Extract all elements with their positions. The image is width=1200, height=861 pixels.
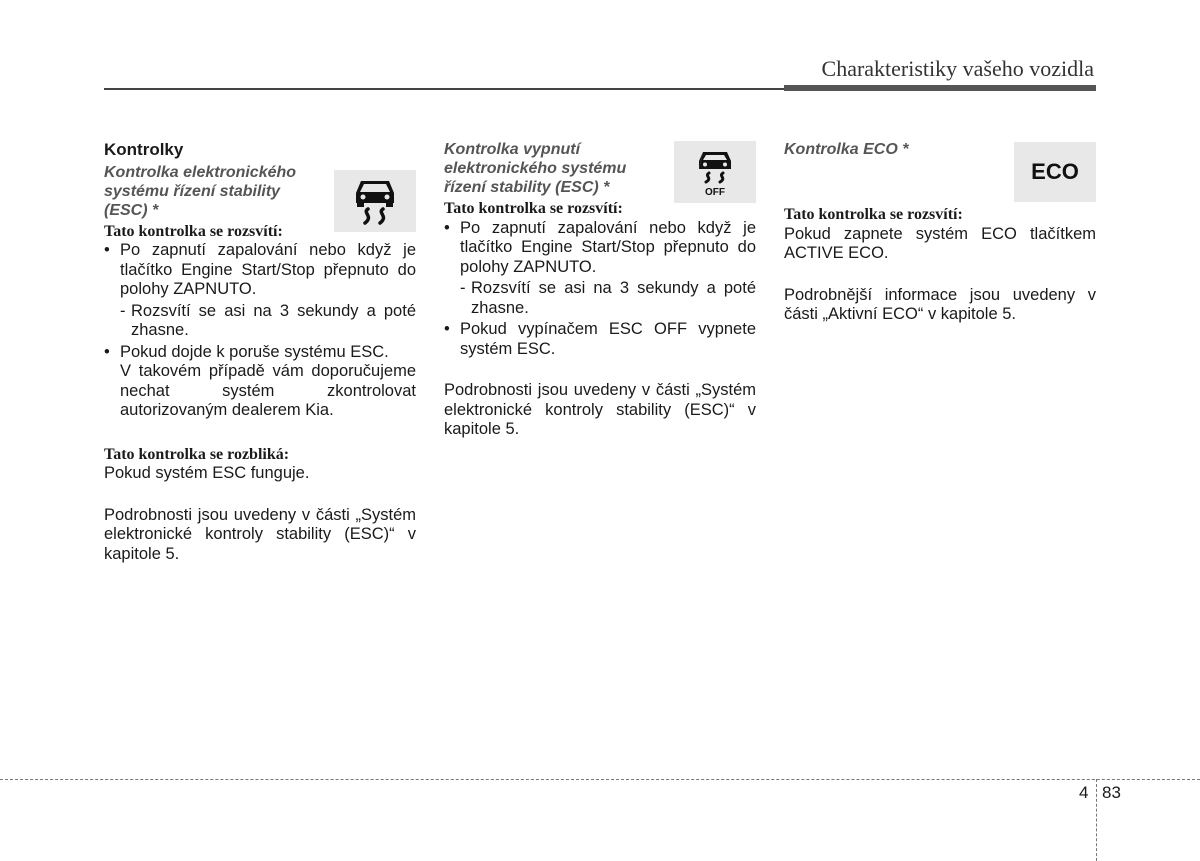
reference-text: Podrobnosti jsou uvedeny v části „Systém elektronické kontroly stability (ESC)“ v kapitole 5. <box>444 381 756 438</box>
page-header-title: Charakteristiky vašeho vozidla <box>821 56 1094 81</box>
eco-on-text: Pokud zapnete systém ECO tlačítkem ACTIVE ECO. <box>784 224 1096 262</box>
esc-indicator-title: Kontrolka elektronického systému řízení stability (ESC) * <box>104 163 297 219</box>
eco-icon-box <box>1014 142 1096 202</box>
eco-indicator-title: Kontrolka ECO * <box>784 141 909 158</box>
on-label: Tato kontrolka se rozsvítí: <box>444 200 623 217</box>
esc-off-icon-text: OFF <box>705 187 725 198</box>
list-sub-item: - Rozsvítí se asi na 3 sekundy a poté zhasne. <box>120 301 416 339</box>
section-heading: Kontrolky <box>104 140 184 159</box>
footer-vertical-divider <box>1096 779 1097 861</box>
page-number: 83 <box>1102 783 1121 802</box>
esc-off-icon <box>692 146 738 198</box>
chapter-number: 4 <box>1079 783 1089 802</box>
footer-divider <box>0 779 1200 780</box>
blink-text: Pokud systém ESC funguje. <box>104 464 310 482</box>
list-item: • Po zapnutí zapalování nebo když je tlačítko Engine Start/Stop přepnuto do polohy ZAPNUTO. <box>104 241 416 298</box>
column-esc-off-indicator <box>444 140 756 440</box>
column-eco-indicator <box>784 140 1096 325</box>
list-item-continuation: V takovém případě vám doporučujeme nechat systém zkontrolovat autorizovaným dealerem Kia. <box>120 362 416 419</box>
esc-off-icon-box <box>674 141 756 203</box>
esc-off-indicator-title: Kontrolka vypnutí elektronického systému řízení stability (ESC) * <box>444 141 627 196</box>
list-sub-item: - Rozsvítí se asi na 3 sekundy a poté zhasne. <box>460 279 756 317</box>
on-label: Tato kontrolka se rozsvítí: <box>784 206 963 223</box>
list-item: • Po zapnutí zapalování nebo když je tlačítko Engine Start/Stop přepnuto do polohy ZAPNUTO. <box>444 218 756 276</box>
header-rule-accent <box>784 85 1096 91</box>
eco-icon: ECO <box>1031 159 1079 185</box>
reference-text: Podrobnosti jsou uvedeny v části „Systém elektronické kontroly stability (ESC)“ v kapitole 5. <box>104 505 416 563</box>
esc-icon-box <box>334 170 416 232</box>
column-esc-indicator <box>104 140 416 564</box>
reference-text: Podrobnější informace jsou uvedeny v části „Aktivní ECO“ v kapitole 5. <box>784 285 1096 323</box>
list-item: • Pokud vypínačem ESC OFF vypnete systém ESC. <box>444 320 756 358</box>
list-item: • Pokud dojde k poruše systému ESC. <box>104 342 389 361</box>
esc-car-skid-icon <box>350 175 400 227</box>
blink-label: Tato kontrolka se rozbliká: <box>104 445 290 463</box>
on-label: Tato kontrolka se rozsvítí: <box>104 222 283 240</box>
